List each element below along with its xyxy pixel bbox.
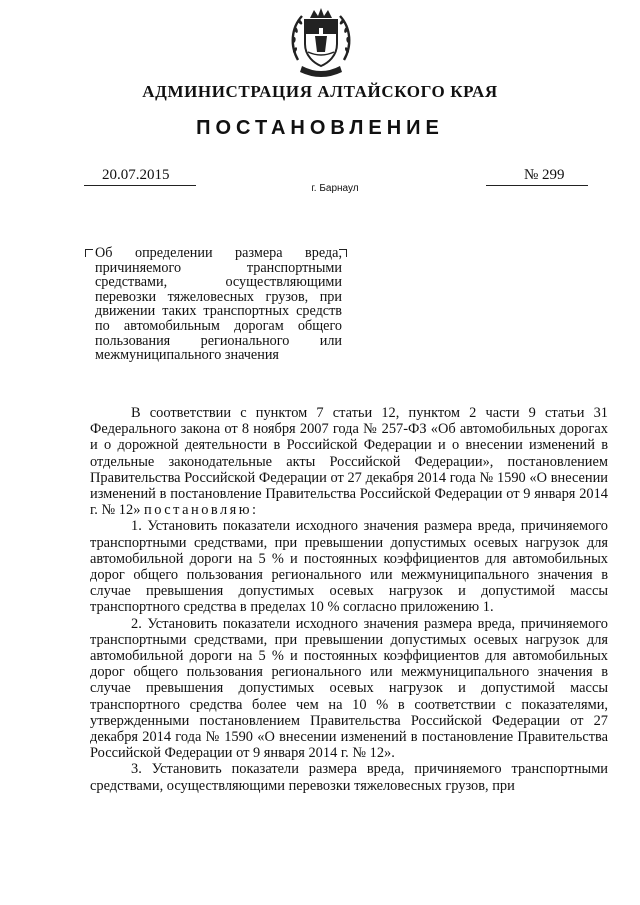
resolves-word: постановляю: <box>144 502 259 519</box>
document-body <box>90 405 608 794</box>
item-1-paragraph: 1. Установить показатели исходного значения размера вреда, причиняемого транспортными средствами, при превышении допустимых осевых нагрузок для автомобильной дороги на 5 % и постоянных коэффициентов для автомобильных дорог общего пользования регионального или межмуниципального значения в случае превышения допустимых осевых нагрузок и допустимой массы транспортного средства в пределах 10 % согласно приложению 1. <box>90 518 608 616</box>
document-number: № 299 <box>486 167 588 186</box>
coat-of-arms-icon <box>288 6 354 78</box>
preamble-text: В соответствии с пунктом 7 статьи 12, пунктом 2 части 9 статьи 31 Федерального закона от 8 ноября 2007 года № 257-ФЗ «Об автомобильных дорогах и о дорожной деятельности в Российской Федерации и о внесении изменений в отдельные законодательные акты Российской Федерации», постановлением Правительства Российской Федерации от 27 декабря 2014 года № 1590 «О внесении изменений в постановление Правительства Российской Федерации от 9 января 2014 г. № 12» <box>90 405 608 519</box>
subject-bracket-left <box>85 249 93 257</box>
document-type: ПОСТАНОВЛЕНИЕ <box>196 117 444 139</box>
item-3-paragraph: 3. Установить показатели размера вреда, причиняемого транспортными средствами, осуществляющими перевозки тяжеловесных грузов, при <box>90 761 608 794</box>
document-city: г. Барнаул <box>311 183 359 194</box>
administration-title: АДМИНИСТРАЦИЯ АЛТАЙСКОГО КРАЯ <box>142 82 498 101</box>
item-2-paragraph: 2. Установить показатели исходного значения размера вреда, причиняемого транспортными средствами, при превышении допустимых осевых нагрузок для автомобильной дороги на 5 % и постоянных коэффициентов для автомобильных дорог общего пользования регионального или межмуниципального значения в случае превышения допустимых осевых нагрузок и допустимой массы транспортного средства более чем на 10 % в соответствии с показателями, утвержденными постановлением Правительства Российской Федерации от 27 декабря 2014 года № 1590 «О внесении изменений в постановление Правительства Российской Федерации от 9 января 2014 г. № 12». <box>90 615 608 762</box>
coat-of-arms-drawing <box>288 6 354 78</box>
document-date: 20.07.2015 <box>84 167 196 186</box>
document-subject: Об определении размера вреда, причиняемого транспортными средствами, осуществляющими перевозки тяжеловесных грузов, при движении таких транспортных средств по автомобильным дорогам общего пользования регионального или межмуниципального значения <box>95 245 342 364</box>
preamble-paragraph <box>90 405 608 518</box>
